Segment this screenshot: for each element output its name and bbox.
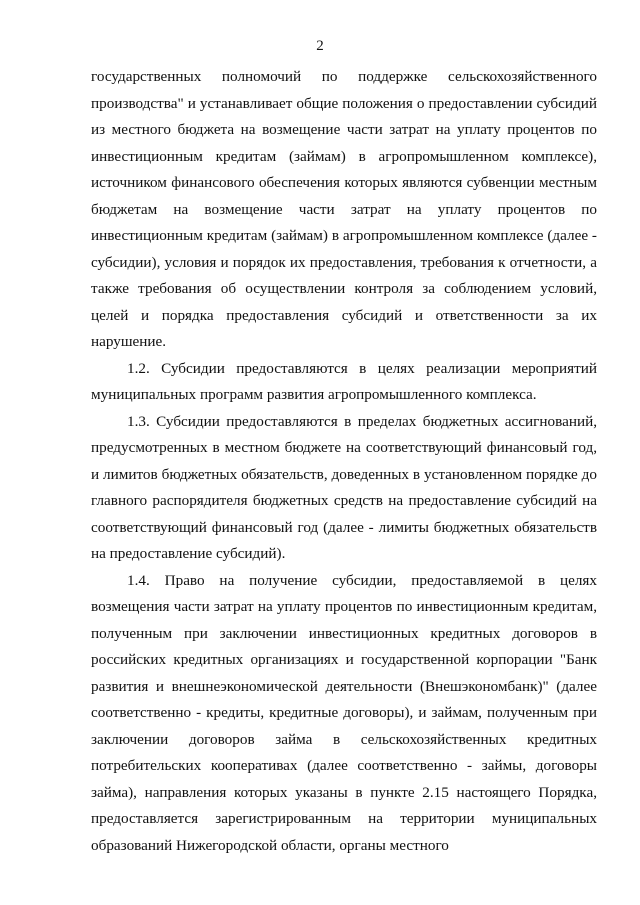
paragraph-1-4: 1.4. Право на получение субсидии, предоставляемой в целях возмещения части затрат на уплату процентов по инвестиционным кредитам, полученным при заключении инвестиционных кредитных договоров в российских кредитных организациях и государственной корпорации "Банк развития и внешнеэкономической деятельности (Внешэкономбанк)" (далее соответственно - кредиты, кредитные договоры), и займам, полученным при заключении договоров займа в сельскохозяйственных кредитных потребительских кооперативах (далее соответственно - займы, договоры займа), направления которых указаны в пункте 2.15 настоящего Порядка, предоставляется зарегистрированным на территории муниципальных образований Нижегородской области, органы местного — [91, 571, 597, 854]
document-body — [91, 64, 597, 859]
paragraph-1-3: 1.3. Субсидии предоставляются в пределах бюджетных ассигнований, предусмотренных в местном бюджете на соответствующий финансовый год, и лимитов бюджетных обязательств, доведенных в установленном порядке до главного распорядителя бюджетных средств на предоставление субсидий на соответствующий финансовый год (далее - лимиты бюджетных обязательств на предоставление субсидий). — [91, 412, 597, 562]
paragraph-1-2: 1.2. Субсидии предоставляются в целях реализации мероприятий муниципальных программ развития агропромышленного комплекса. — [91, 359, 597, 403]
paragraph-continuation: государственных полномочий по поддержке сельскохозяйственного производства" и устанавливает общие положения о предоставлении субсидий из местного бюджета на возмещение части затрат на уплату процентов по инвестиционным кредитам (займам) в агропромышленном комплексе), источником финансового обеспечения которых являются субвенции местным бюджетам на возмещение части затрат на уплату процентов по инвестиционным кредитам (займам) в агропромышленном комплексе (далее - субсидии), условия и порядок их предоставления, требования к отчетности, а также требования об осуществлении контроля за соблюдением условий, целей и порядка предоставления субсидий и ответственности за их нарушение. — [91, 68, 597, 350]
page-number: 2 — [316, 38, 324, 54]
